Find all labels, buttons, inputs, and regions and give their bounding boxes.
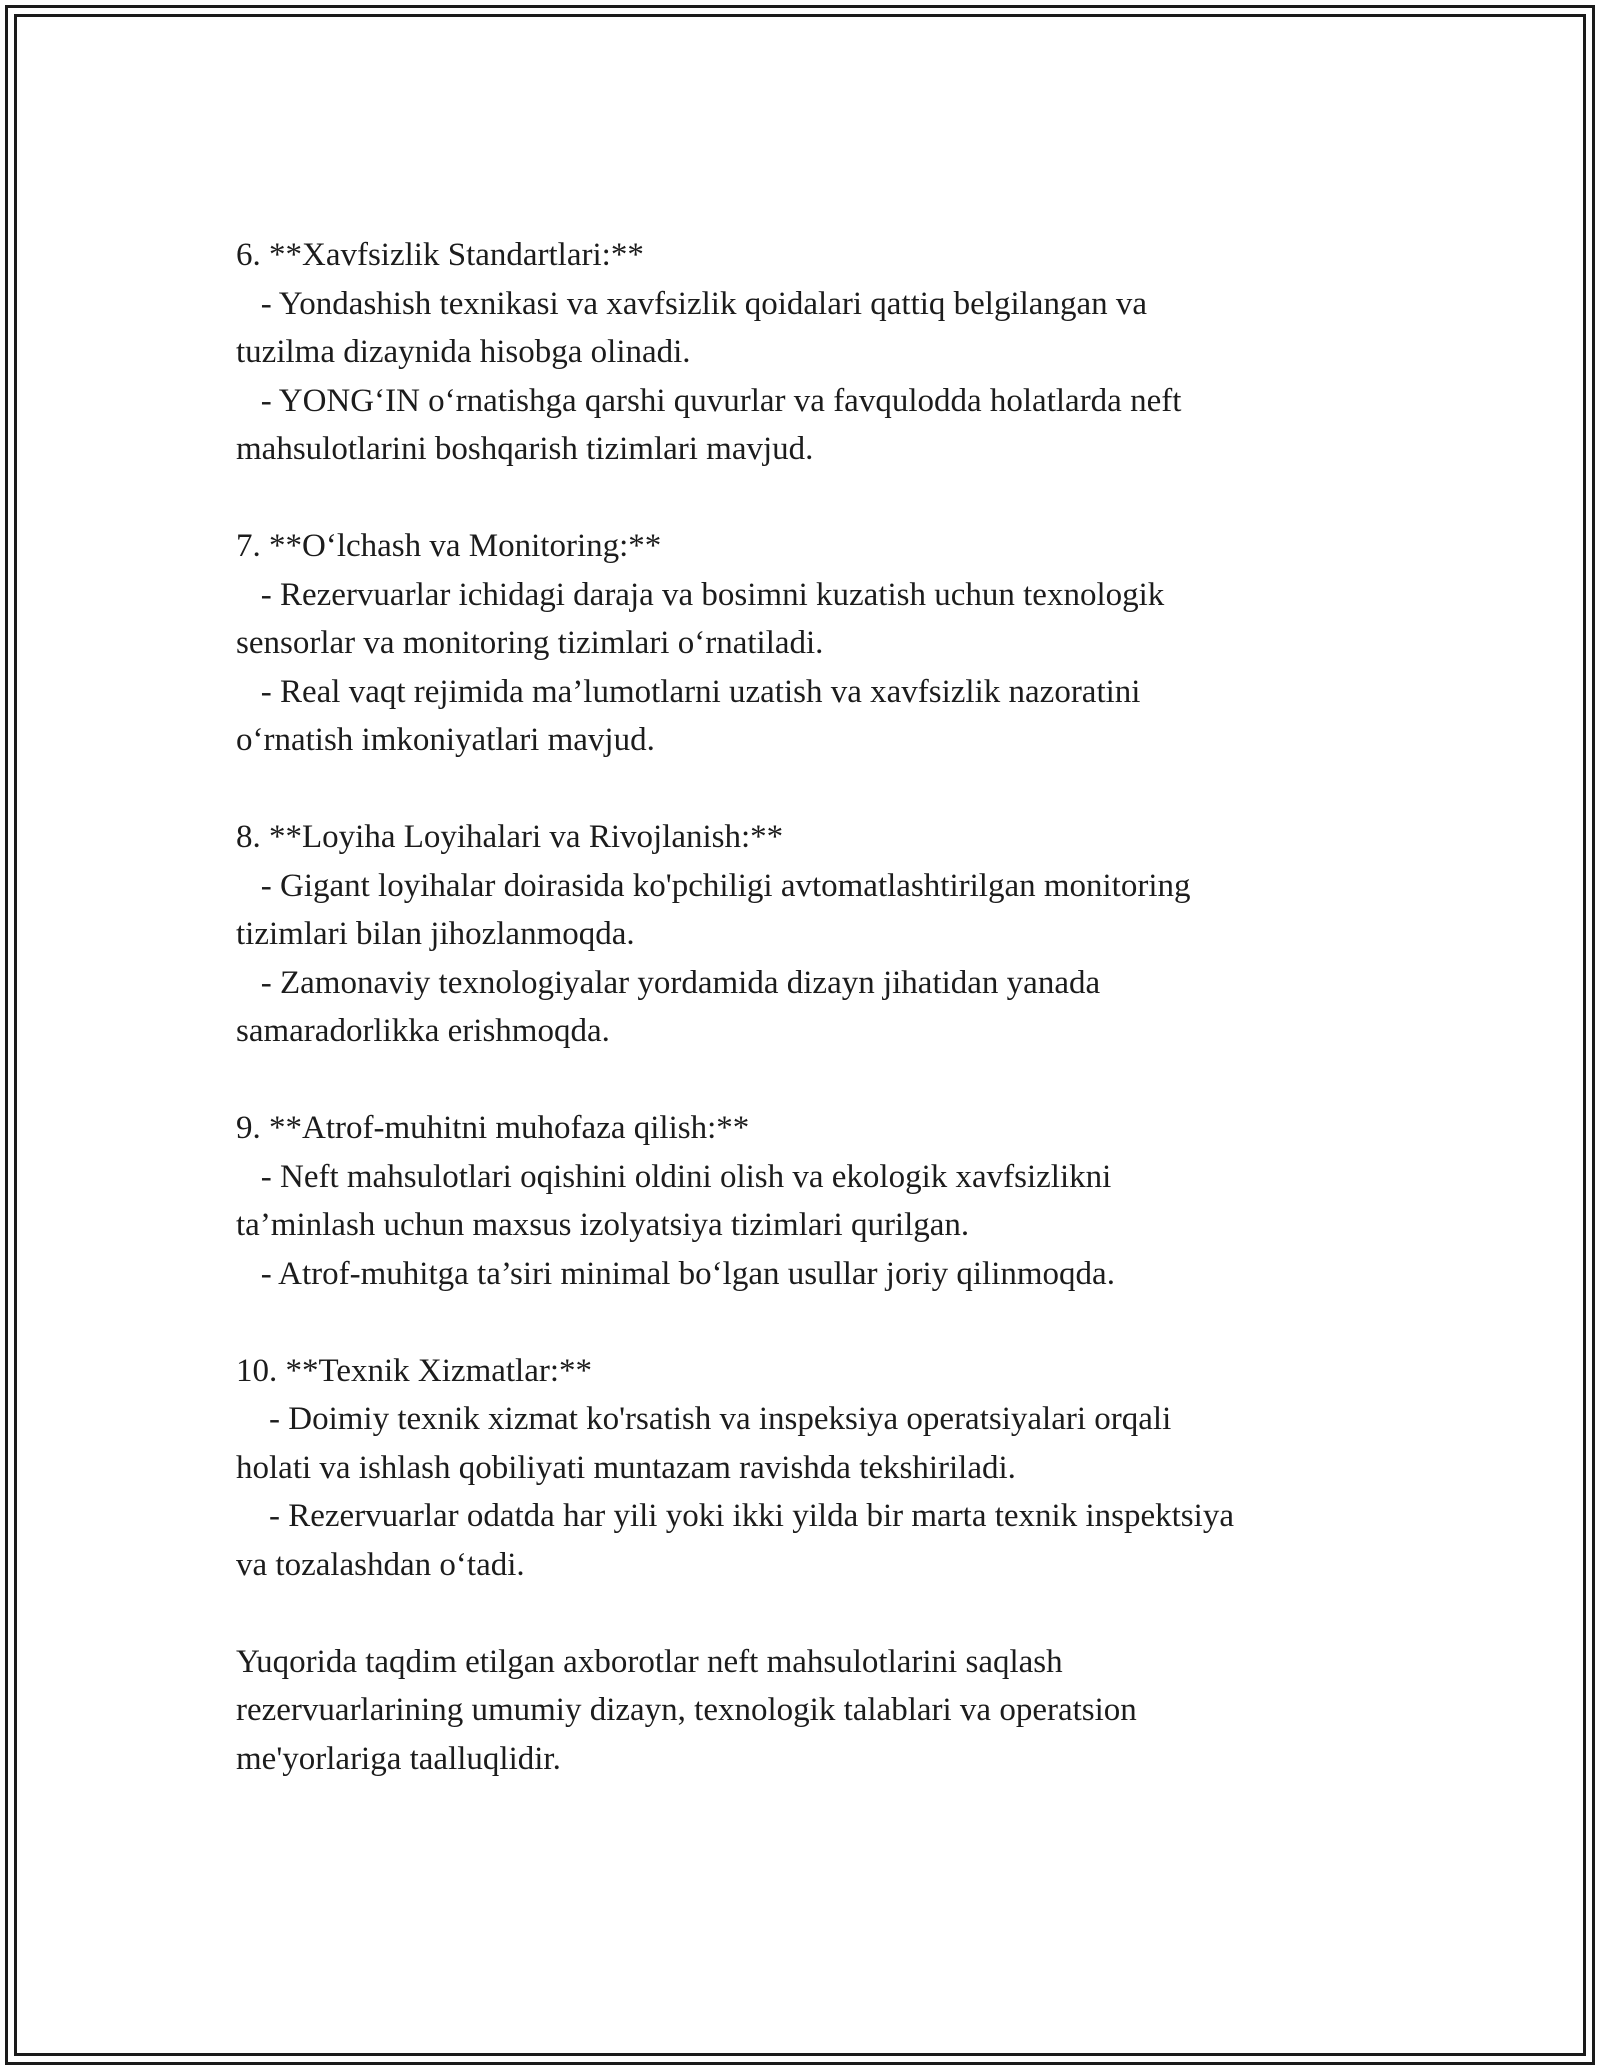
document-body (236, 231, 1436, 1783)
paragraph-gap (236, 474, 1436, 523)
section-technical-services (236, 1347, 1436, 1590)
section-line: - Doimiy texnik xizmat ko'rsatish va inspeksiya operatsiyalari orqali (236, 1401, 1172, 1437)
section-line: ta’minlash uchun maxsus izolyatsiya tizimlari qurilgan. (236, 1207, 970, 1243)
section-projects-development (236, 813, 1436, 1056)
section-line: - Yondashish texnikasi va xavfsizlik qoidalari qattiq belgilangan va (236, 285, 1147, 322)
conclusion-line: me'yorlariga taalluqlidir. (236, 1740, 561, 1777)
section-line: - Gigant loyihalar doirasida ko'pchiligi avtomatlashtirilgan monitoring (236, 867, 1191, 904)
conclusion-paragraph (236, 1638, 1436, 1784)
section-heading: 9. **Atrof-muhitni muhofaza qilish:** (236, 1110, 750, 1146)
section-line: sensorlar va monitoring tizimlari o‘rnatiladi. (236, 625, 824, 661)
section-line: - Neft mahsulotlari oqishini oldini olish va ekologik xavfsizlikni (236, 1158, 1112, 1195)
conclusion-line: Yuqorida taqdim etilgan axborotlar neft mahsulotlarini saqlash (236, 1643, 1063, 1680)
section-heading: 8. **Loyiha Loyihalari va Rivojlanish:** (236, 819, 784, 855)
section-line: samaradorlikka erishmoqda. (236, 1013, 610, 1049)
section-environment-protection (236, 1104, 1436, 1298)
section-line: - Real vaqt rejimida ma’lumotlarni uzatish va xavfsizlik nazoratini (236, 673, 1141, 710)
section-line: o‘rnatish imkoniyatlari mavjud. (236, 722, 655, 758)
section-line: tuzilma dizaynida hisobga olinadi. (236, 334, 691, 370)
section-line: va tozalashdan o‘tadi. (236, 1546, 525, 1583)
section-line: - YONG‘IN o‘rnatishga qarshi quvurlar va favqulodda holatlarda neft (236, 382, 1182, 419)
section-heading: 6. **Xavfsizlik Standartlari:** (236, 237, 644, 273)
section-line: - Rezervuarlar ichidagi daraja va bosimni kuzatish uchun texnologik (236, 576, 1165, 613)
section-measurement-monitoring (236, 522, 1436, 765)
section-line: - Rezervuarlar odatda har yili yoki ikki yilda bir marta texnik inspektsiya (236, 1498, 1234, 1534)
section-heading: 10. **Texnik Xizmatlar:** (236, 1352, 593, 1389)
section-line: holati va ishlash qobiliyati muntazam ravishda tekshiriladi. (236, 1449, 1016, 1486)
paragraph-gap (236, 1298, 1436, 1347)
section-heading: 7. **O‘lchash va Monitoring:** (236, 528, 662, 564)
section-line: mahsulotlarini boshqarish tizimlari mavjud. (236, 431, 814, 467)
paragraph-gap (236, 765, 1436, 814)
paragraph-gap (236, 1589, 1436, 1638)
conclusion-line: rezervuarlarining umumiy dizayn, texnologik talablari va operatsion (236, 1692, 1137, 1728)
section-line: - Atrof-muhitga ta’siri minimal bo‘lgan usullar joriy qilinmoqda. (236, 1255, 1115, 1292)
section-line: tizimlari bilan jihozlanmoqda. (236, 916, 635, 952)
section-safety-standards (236, 231, 1436, 474)
paragraph-gap (236, 1056, 1436, 1105)
section-line: - Zamonaviy texnologiyalar yordamida dizayn jihatidan yanada (236, 964, 1101, 1001)
